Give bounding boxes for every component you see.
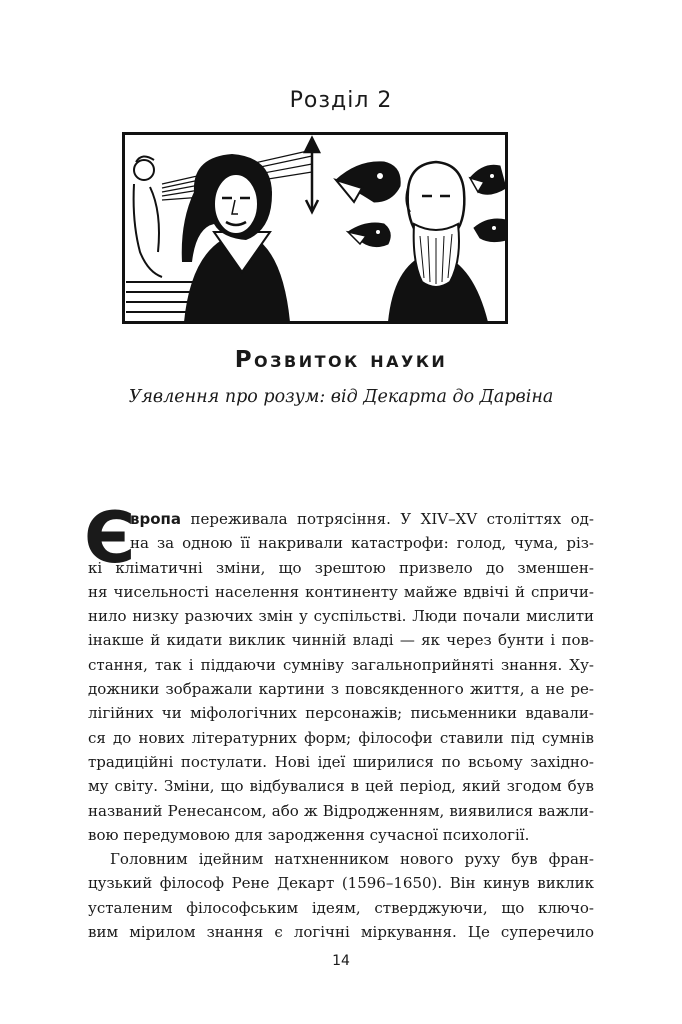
lead-word: вропа: [130, 510, 182, 528]
chapter-label: Розділ 2: [289, 88, 393, 113]
text-line: названий Ренесансом, або ж Відродженням, виявилися важли-: [88, 801, 594, 820]
text-line: му світу. Зміни, що відбувалися в цей період, який згодом був: [88, 777, 594, 796]
page-number: 14: [332, 953, 350, 969]
text-line: цузький філософ Рене Декарт (1596–1650). Він кинув виклик: [88, 874, 594, 893]
chapter-subtitle: Уявлення про розум: від Декарта до Дарвіна: [128, 387, 554, 407]
text-line: кі кліматичні зміни, що зрештою призвело до зменшен-: [88, 558, 594, 577]
text-line: ся до нових літературних форм; філософи ставили під сумнів: [88, 728, 594, 747]
text-line: традиційні постулати. Нові ідеї ширилися по всьому західно-: [88, 752, 594, 771]
text-line: інакше й кидати виклик чинній владі — як через бунти і пов-: [88, 631, 594, 650]
text-line: дожники зображали картини з повсякденного життя, а не ре-: [88, 680, 594, 699]
text-line: лігійних чи міфологічних персонажів; письменники вдавали-: [88, 704, 594, 723]
text-line: нило низку разючих змін у суспільстві. Люди почали мислити: [88, 607, 594, 626]
text-line: усталеним філософським ідеям, стверджуючи, що ключо-: [88, 898, 594, 917]
text-line: Головним ідейним натхненником нового руху був фран-: [110, 850, 594, 869]
text-line: вою передумовою для зародження сучасної психології.: [88, 825, 530, 844]
woodcut-illustration: [122, 132, 508, 324]
text-line: стання, так і піддаючи сумніву загальноприйняті знання. Ху-: [88, 655, 594, 674]
text-line: ня чисельності населення континенту майже вдвічі й спричи-: [88, 582, 594, 601]
text-line: вим мірилом знання є логічні міркування. Це суперечило: [88, 923, 594, 942]
text-line: вропа переживала потрясіння. У XIV–XV століттях од-: [130, 510, 594, 528]
text-line: на за одною її накривали катастрофи: голод, чума, різ-: [130, 534, 594, 553]
body-text: [84, 497, 594, 944]
chapter-title: Розвиток науки: [234, 347, 448, 373]
drop-cap: Є: [84, 497, 136, 579]
